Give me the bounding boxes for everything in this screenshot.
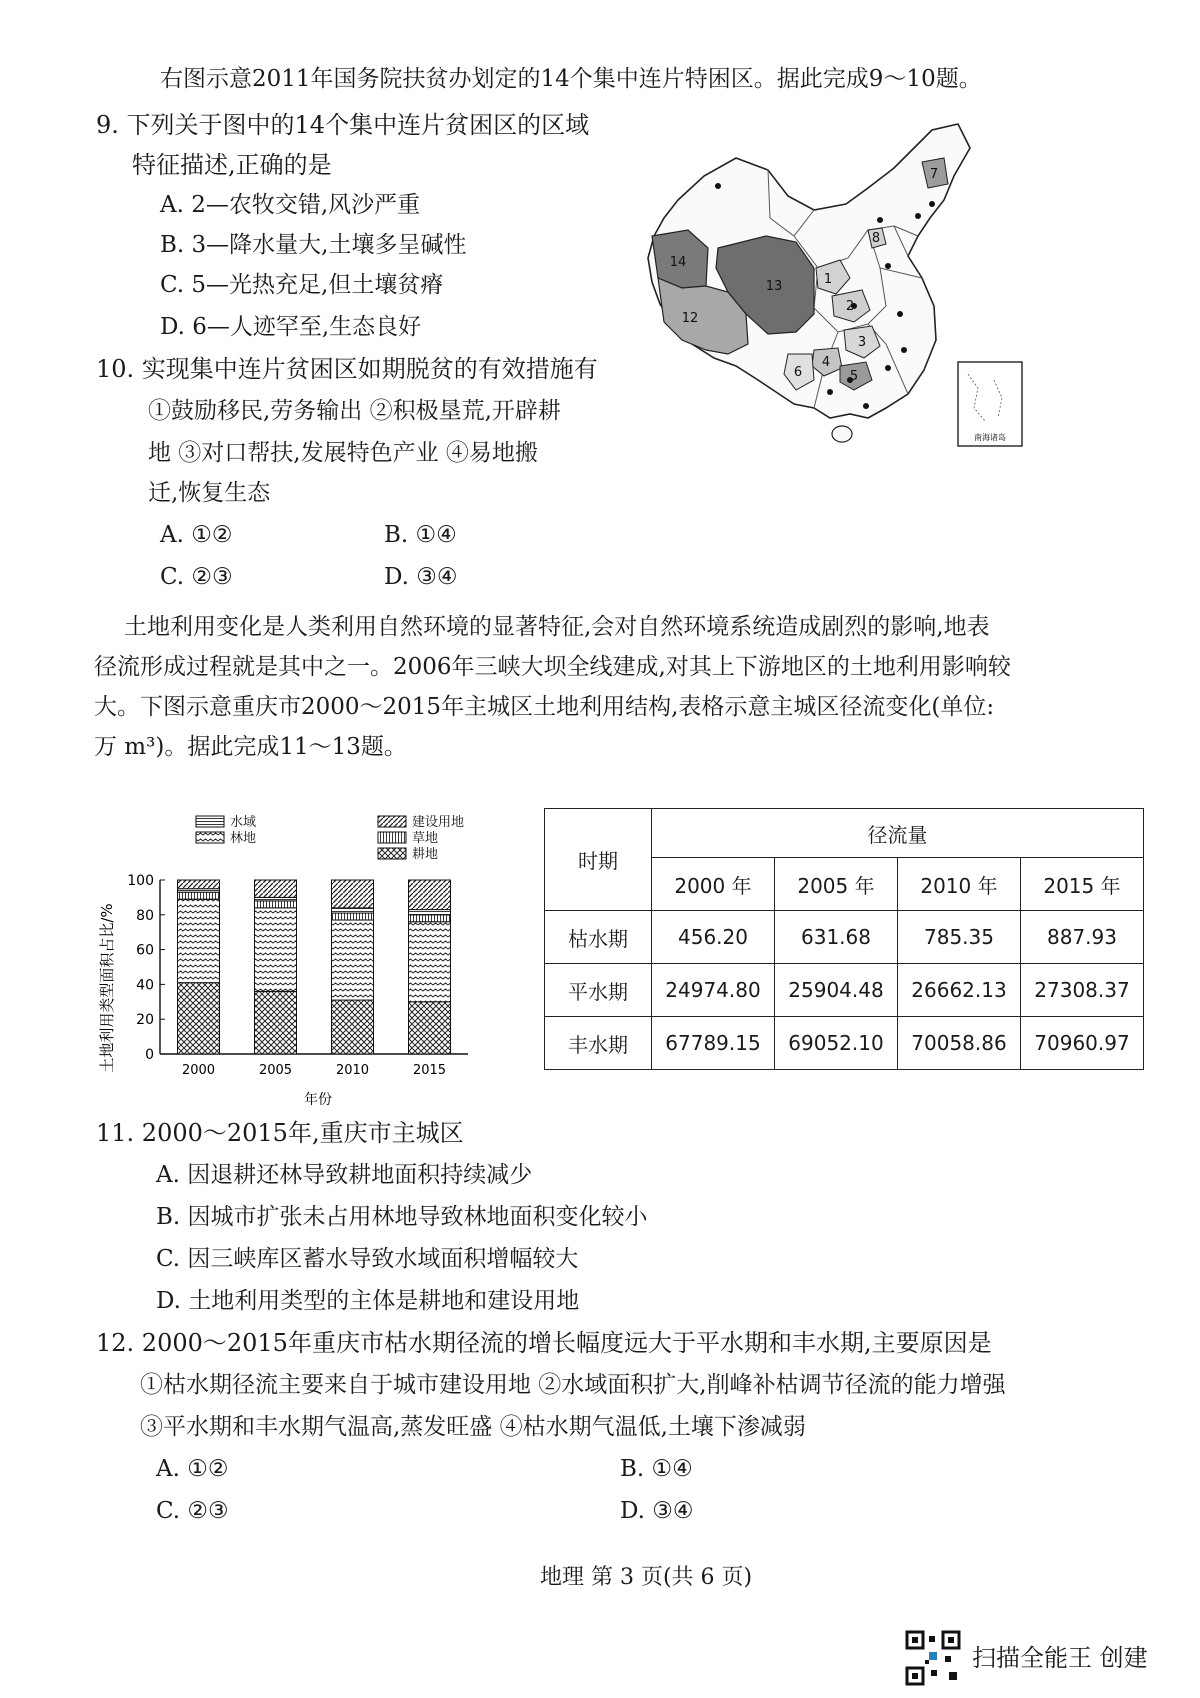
- chart-y-tick-label: 20: [136, 1012, 154, 1029]
- chart-bar-segment: [332, 1000, 374, 1054]
- q11-stem: 11. 2000～2015年,重庆市主城区: [96, 1119, 464, 1147]
- q12-option-b: B. ①④: [620, 1456, 693, 1482]
- q12-option-c: C. ②③: [156, 1498, 229, 1524]
- chart-bar-segment: [255, 897, 297, 900]
- table-cell: 456.20: [652, 911, 775, 964]
- q10-option-d: D. ③④: [384, 564, 458, 590]
- table-cell: 24974.80: [652, 964, 775, 1017]
- legend-label: 水域: [230, 815, 257, 830]
- chart-bar-segment: [409, 922, 451, 1002]
- q10-option-b: B. ①④: [384, 522, 457, 548]
- chart-bar-segment: [409, 910, 451, 915]
- q12-option-d: D. ③④: [620, 1498, 694, 1524]
- chart-y-axis-label: 土地利用类型面积占比/%: [98, 903, 116, 1073]
- map-label-5: 5: [849, 369, 859, 384]
- legend-swatch: [378, 816, 406, 827]
- qr-code-icon: [905, 1630, 961, 1686]
- map-label-12: 12: [681, 311, 699, 326]
- table-header-year: 2005 年: [775, 858, 898, 911]
- table-cell: 26662.13: [898, 964, 1021, 1017]
- chart-bar-segment: [332, 908, 374, 913]
- chart-y-tick-label: 100: [127, 873, 154, 889]
- q9-option-c: C. 5—光热充足,但土壤贫瘠: [160, 272, 444, 298]
- table-header-year: 2010 年: [898, 858, 1021, 911]
- map-label-4: 4: [821, 355, 831, 370]
- table-cell: 69052.10: [775, 1017, 898, 1070]
- q12-line-2: ③平水期和丰水期气温高,蒸发旺盛 ④枯水期气温低,土壤下渗减弱: [140, 1414, 806, 1440]
- map-label-2: 2: [845, 299, 855, 314]
- legend-swatch: [196, 816, 224, 827]
- page-footer: 地理 第 3 页(共 6 页): [540, 1565, 753, 1590]
- chart-bar-segment: [178, 983, 220, 1054]
- q10-line-1: ①鼓励移民,劳务输出 ②积极垦荒,开辟耕: [148, 398, 561, 424]
- table-row: [545, 964, 1144, 1017]
- map-label-1: 1: [823, 272, 833, 287]
- table-cell: 67789.15: [652, 1017, 775, 1070]
- chart-x-tick-label: 2005: [258, 1063, 293, 1078]
- table-header-period: 时期: [545, 809, 652, 911]
- chart-x-axis-label: 年份: [304, 1092, 332, 1108]
- intro-q9-10: 右图示意2011年国务院扶贫办划定的14个集中连片特困区。据此完成9～10题。: [160, 66, 982, 92]
- china-poverty-map: [618, 118, 1038, 488]
- chart-y-tick-label: 40: [136, 977, 154, 994]
- legend-label: 草地: [412, 831, 439, 846]
- chart-bar-segment: [255, 991, 297, 1054]
- q9-stem-line-2: 特征描述,正确的是: [132, 151, 332, 179]
- chart-bar-segment: [178, 889, 220, 892]
- legend-label: 耕地: [412, 847, 439, 862]
- legend-label: 建设用地: [412, 815, 465, 830]
- legend-swatch: [378, 832, 406, 843]
- map-label-3: 3: [857, 335, 867, 350]
- table-row: [545, 911, 1144, 964]
- runoff-table: [544, 808, 1144, 1070]
- chart-bar-segment: [409, 915, 451, 922]
- map-label-14: 14: [669, 255, 687, 270]
- table-cell: 70960.97: [1021, 1017, 1144, 1070]
- intro-q11-13-line-3: 大。下图示意重庆市2000～2015年主城区土地利用结构,表格示意主城区径流变化(单位:: [94, 694, 995, 720]
- chart-bar-segment: [332, 880, 374, 908]
- map-label-7: 7: [929, 167, 939, 182]
- chart-y-tick-label: 80: [136, 907, 154, 924]
- legend-swatch: [196, 832, 224, 843]
- table-header-runoff: 径流量: [652, 809, 1144, 858]
- chart-bar-segment: [332, 920, 374, 1000]
- q10-line-3: 迁,恢复生态: [148, 480, 271, 506]
- table-cell: 27308.37: [1021, 964, 1144, 1017]
- table-header-year: 2000 年: [652, 858, 775, 911]
- row-label: 平水期: [545, 964, 652, 1017]
- q12-line-1: ①枯水期径流主要来自于城市建设用地 ②水域面积扩大,削峰补枯调节径流的能力增强: [140, 1372, 1006, 1398]
- row-label: 丰水期: [545, 1017, 652, 1070]
- chart-bar-segment: [178, 892, 220, 899]
- inset-label: 南海诸岛: [974, 433, 1006, 442]
- q11-option-a: A. 因退耕还林导致耕地面积持续减少: [156, 1162, 533, 1188]
- table-cell: 70058.86: [898, 1017, 1021, 1070]
- land-use-chart: [88, 808, 488, 1108]
- chart-bar-segment: [255, 908, 297, 992]
- intro-q11-13-line-1: 土地利用变化是人类利用自然环境的显著特征,会对自然环境系统造成剧烈的影响,地表: [124, 614, 990, 640]
- chart-y-tick-label: 0: [145, 1047, 154, 1063]
- chart-bar-segment: [255, 901, 297, 908]
- q10-line-2: 地 ③对口帮扶,发展特色产业 ④易地搬: [148, 440, 538, 466]
- scanner-stamp: 扫描全能王 创建: [972, 1644, 1148, 1672]
- q9-option-d: D. 6—人迹罕至,生态良好: [160, 314, 422, 340]
- q9-option-b: B. 3—降水量大,土壤多呈碱性: [160, 232, 467, 258]
- row-label: 枯水期: [545, 911, 652, 964]
- table-cell: 25904.48: [775, 964, 898, 1017]
- chart-bar-segment: [332, 913, 374, 920]
- chart-x-tick-label: 2000: [181, 1063, 216, 1078]
- q12-stem: 12. 2000～2015年重庆市枯水期径流的增长幅度远大于平水期和丰水期,主要原因是: [96, 1329, 992, 1357]
- map-label-13: 13: [765, 279, 783, 294]
- chart-bar-segment: [178, 880, 220, 889]
- q10-option-c: C. ②③: [160, 564, 233, 590]
- legend-swatch: [378, 848, 406, 859]
- table-row: [545, 1017, 1144, 1070]
- q10-option-a: A. ①②: [160, 522, 233, 548]
- map-label-8: 8: [871, 231, 881, 246]
- chart-bar-segment: [409, 1002, 451, 1054]
- table-header-year: 2015 年: [1021, 858, 1144, 911]
- q11-option-c: C. 因三峡库区蓄水导致水域面积增幅较大: [156, 1246, 579, 1272]
- chart-x-tick-label: 2015: [412, 1063, 447, 1078]
- chart-x-tick-label: 2010: [335, 1063, 370, 1078]
- chart-bar-segment: [178, 899, 220, 983]
- intro-q11-13-line-2: 径流形成过程就是其中之一。2006年三峡大坝全线建成,对其上下游地区的土地利用影响较: [94, 654, 1011, 680]
- q11-option-b: B. 因城市扩张未占用林地导致林地面积变化较小: [156, 1204, 648, 1230]
- table-cell: 887.93: [1021, 911, 1144, 964]
- chart-bar-segment: [409, 880, 451, 910]
- q11-option-d: D. 土地利用类型的主体是耕地和建设用地: [156, 1288, 580, 1314]
- q10-stem: 10. 实现集中连片贫困区如期脱贫的有效措施有: [96, 355, 598, 383]
- q12-option-a: A. ①②: [156, 1456, 229, 1482]
- q9-stem-line-1: 9. 下列关于图中的14个集中连片贫困区的区域: [96, 111, 590, 139]
- intro-q11-13-line-4: 万 m³)。据此完成11～13题。: [94, 734, 407, 760]
- legend-label: 林地: [230, 831, 257, 846]
- chart-y-tick-label: 60: [136, 942, 154, 959]
- chart-bar-segment: [255, 880, 297, 897]
- map-label-6: 6: [793, 365, 803, 380]
- q9-option-a: A. 2—农牧交错,风沙严重: [160, 192, 421, 218]
- table-cell: 785.35: [898, 911, 1021, 964]
- table-cell: 631.68: [775, 911, 898, 964]
